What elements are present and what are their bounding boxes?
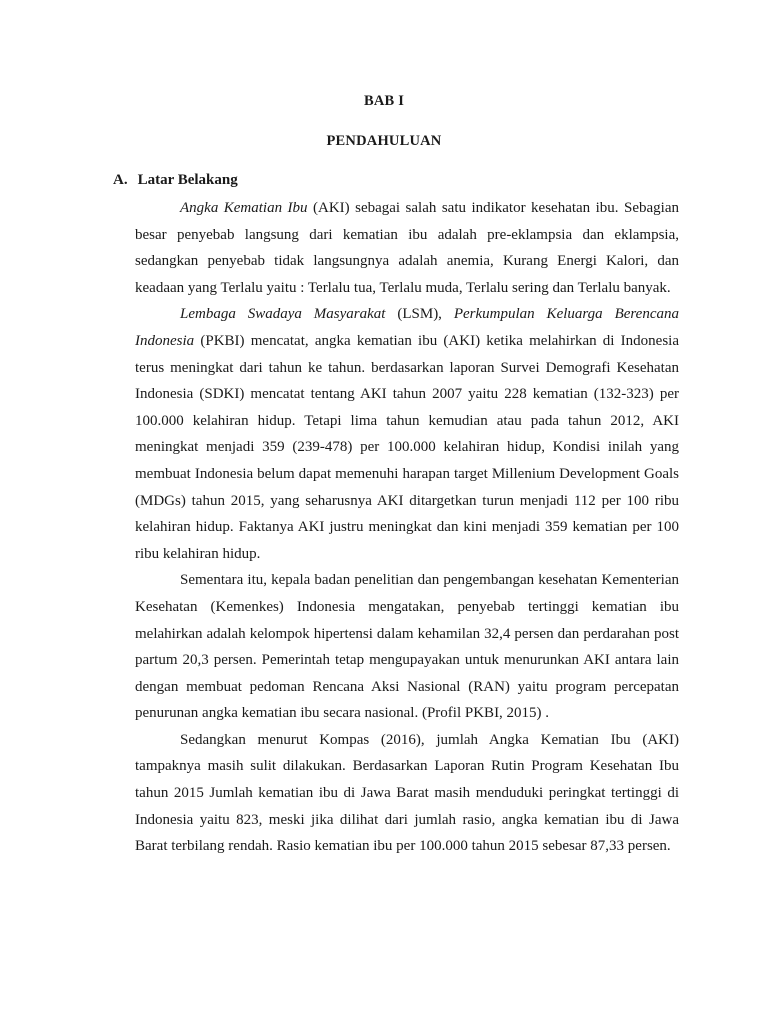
chapter-number: BAB I	[363, 93, 405, 109]
paragraph-3: Sementara itu, kepala badan penelitian dan pengembangan kesehatan Kementerian Kesehatan (Kemenkes) Indonesia mengatakan, penyebab tertinggi kematian ibu melahirkan adalah kelompok hipertensi dalam kehamilan 32,4 persen dan perdarahan post partum 20,3 persen. Pemerintah tetap mengupayakan untuk menurunkan AKI antara lain dengan membuat pedoman Rencana Aksi Nasional (RAN) yaitu program percepatan penurunan angka kematian ibu secara nasional. (Profil PKBI, 2015) .	[135, 572, 679, 722]
paragraph-1	[135, 195, 679, 301]
paragraph-2	[135, 301, 679, 567]
chapter-title: PENDAHULUAN	[326, 133, 442, 149]
term-pkbi: Perkumpulan Keluarga Berencana Indonesia	[135, 306, 679, 349]
section-marker: A.	[113, 172, 128, 188]
section-heading	[113, 172, 238, 189]
body-text	[135, 195, 679, 860]
paragraph-2-mid: (LSM),	[385, 306, 454, 323]
paragraph-2-text: (PKBI) mencatat, angka kematian ibu (AKI) ketika melahirkan di Indonesia terus meningkat dari tahun ke tahun. berdasarkan laporan Survei Demografi Kesehatan Indonesia (SDKI) mencatat tentang AKI tahun 2007 yaitu 228 kematian (132-323) per 100.000 kelahiran hidup. Tetapi lima tahun kemudian atau pada tahun 2012, AKI meningkat menjadi 359 (239-478) per 100.000 kelahiran hidup, Kondisi inilah yang membuat Indonesia belum dapat memenuhi harapan target Millenium Development Goals (MDGs) tahun 2015, yang seharusnya AKI ditargetkan turun menjadi 112 per 100 ribu kelahiran hidup. Faktanya AKI justru meningkat dan kini menjadi 359 kematian per 100 ribu kelahiran hidup.	[135, 332, 679, 562]
term-lsm: Lembaga Swadaya Masyarakat	[180, 306, 386, 323]
paragraph-4: Sedangkan menurut Kompas (2016), jumlah Angka Kematian Ibu (AKI) tampaknya masih sulit dilakukan. Berdasarkan Laporan Rutin Program Kesehatan Ibu tahun 2015 Jumlah kematian ibu di Jawa Barat masih menduduki peringkat tertinggi di Indonesia yaitu 823, meski jika dilihat dari jumlah rasio, angka kematian ibu di Jawa Barat terbilang rendah. Rasio kematian ibu per 100.000 tahun 2015 sebesar 87,33 persen.	[135, 731, 679, 855]
term-angka-kematian-ibu: Angka Kematian Ibu	[180, 200, 308, 216]
section-title: Latar Belakang	[137, 172, 238, 188]
paragraph-1-text: (AKI) sebagai salah satu indikator kesehatan ibu. Sebagian besar penyebab langsung dari kematian ibu adalah pre-eklampsia dan eklampsia, sedangkan penyebab tidak langsungnya adalah anemia, Kurang Energi Kalori, dan keadaan yang Terlalu yaitu : Terlalu tua, Terlalu muda, Terlalu sering dan Terlalu banyak.	[135, 200, 679, 296]
